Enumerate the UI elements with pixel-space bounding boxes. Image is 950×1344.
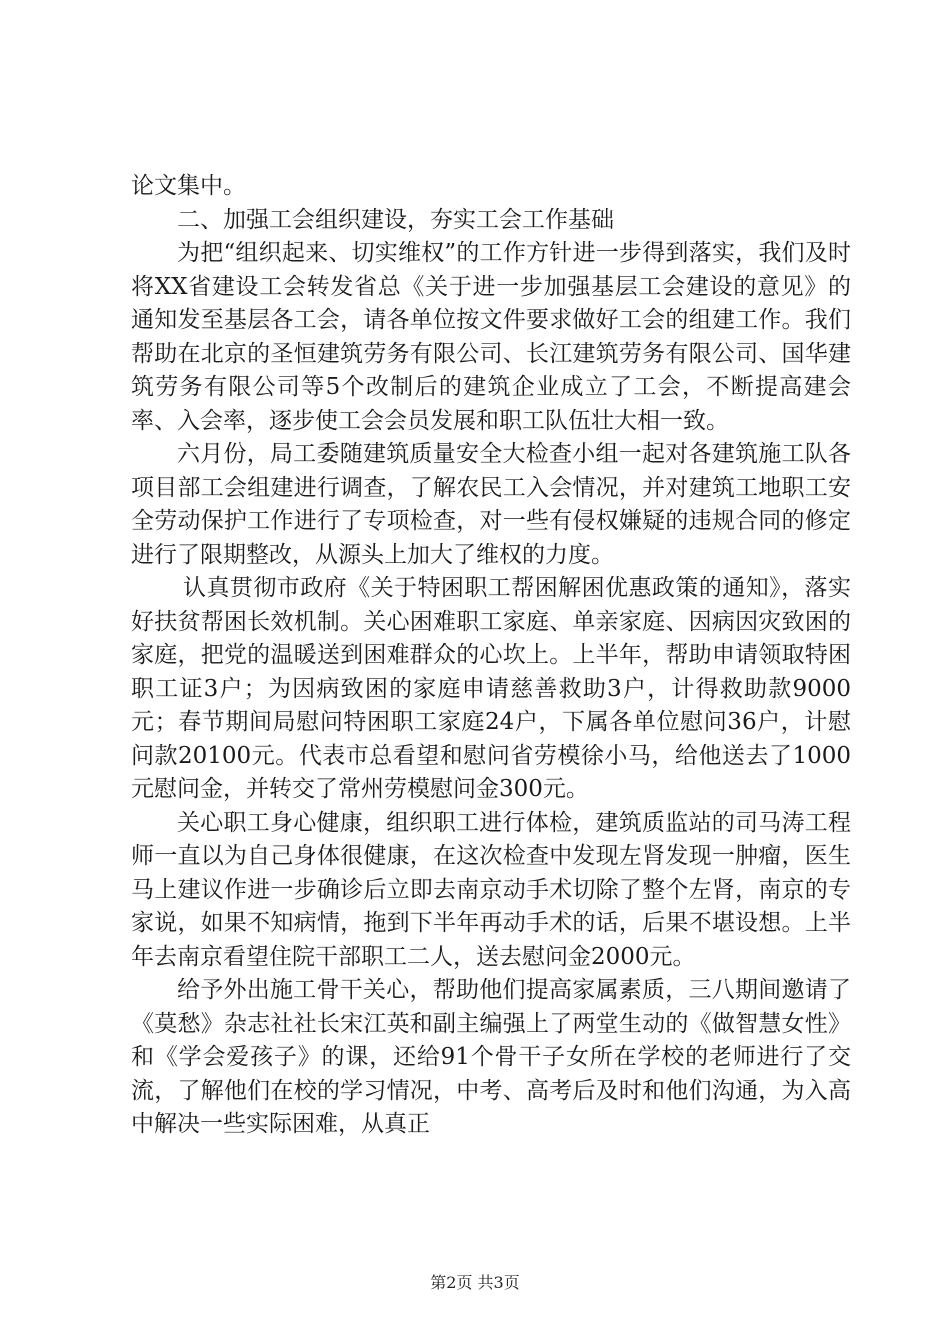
paragraph-continuation: 论文集中。 (131, 173, 246, 199)
section-heading: 二、加强工会组织建设，夯实工会工作基础 (177, 206, 614, 233)
document-body (131, 170, 851, 1142)
paragraph-poverty-relief: 认真贯彻市政府《关于特困职工帮困解困优惠政策的通知》，落实好扶贫帮困长效机制。关心困难职工家庭、单亲家庭、因病因灾致困的家庭，把党的温暖送到困难群众的心坎上。上半年，帮助申请领取特困职工证3户；为因病致困的家庭申请慈善救助3户，计得救助款9000元；春节期间局慰问特困职工家庭24户，下属各单位慰问36户，计慰问款20100元。代表市总看望和慰问省劳模徐小马，给他送去了1000元慰问金，并转交了常州劳模慰问金300元。 (131, 575, 851, 802)
paragraph-health-care: 关心职工身心健康，组织职工进行体检，建筑质监站的司马涛工程师一直以为自己身体很健康，在这次检查中发现左肾发现一肿瘤，医生马上建议作进一步确诊后立即去南京动手术切除了整个左肾，南京的专家说，如果不知病情，拖到下半年再动手术的话，后果不堪设想。上半年去南京看望住院干部职工二人，送去慰问金2000元。 (131, 809, 851, 970)
paragraph-union-building: 为把“组织起来、切实维权”的工作方针进一步得到落实，我们及时将XX省建设工会转发省总《关于进一步加强基层工会建设的意见》的通知发至基层各工会，请各单位按文件要求做好工会的组建工作。我们帮助在北京的圣恒建筑劳务有限公司、长江建筑劳务有限公司、国华建筑劳务有限公司等5个改制后的建筑企业成立了工会，不断提高建会率、入会率，逐步使工会会员发展和职工队伍壮大相一致。 (131, 240, 851, 434)
page-number-footer: 第2页 共3页 (430, 1273, 520, 1292)
paragraph-june-inspection: 六月份，局工委随建筑质量安全大检查小组一起对各建筑施工队各项目部工会组建进行调查，了解农民工入会情况，并对建筑工地职工安全劳动保护工作进行了专项检查，对一些有侵权嫌疑的违规合同的修定进行了限期整改，从源头上加大了维权的力度。 (131, 441, 851, 568)
paragraph-family-support: 给予外出施工骨干关心，帮助他们提高家属素质，三八期间邀请了《莫愁》杂志社社长宋江英和副主编强上了两堂生动的《做智慧女性》和《学会爱孩子》的课，还给91个骨干子女所在学校的老师进行了交流，了解他们在校的学习情况，中考、高考后及时和他们沟通，为入高中解决一些实际困难，从真正 (131, 977, 851, 1137)
